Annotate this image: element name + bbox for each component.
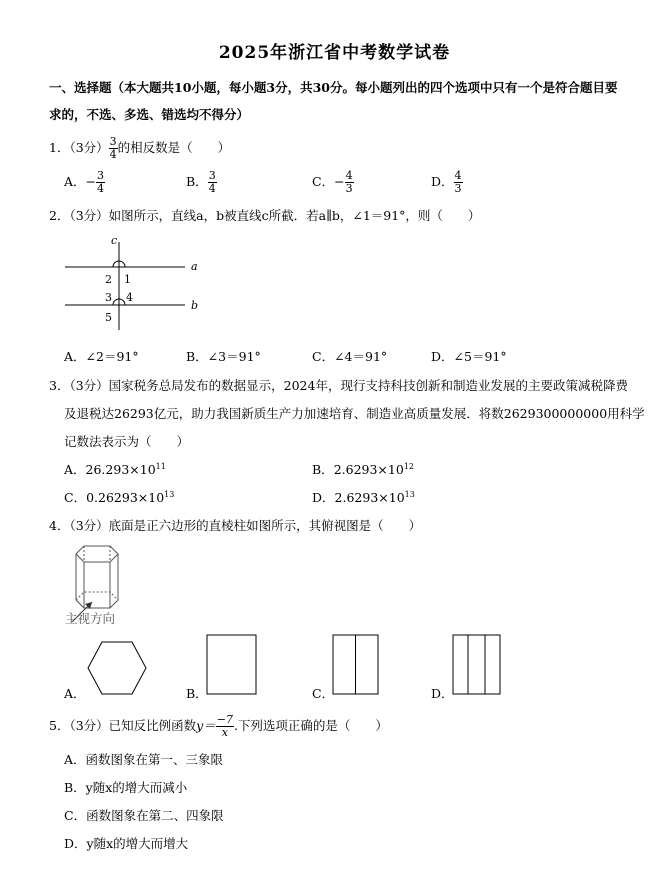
- question-4-stem: 4．（3分）底面是正六边形的直棱柱如图所示，其俯视图是（ ）: [49, 518, 422, 533]
- q1-option-c[interactable]: C．− $\frac{4}{3}$: [312, 169, 353, 195]
- q1-suffix: 的相反数是（ ）: [117, 140, 231, 155]
- question-3-stem-line1: 3．（3分）国家税务总局发布的数据显示，2024年，现行支持科技创新和制造业发展的主要政策减税降费: [49, 378, 628, 393]
- question-2-stem: 2．（3分）如图所示，直线a，b被直线c所截．若a∥b，∠1＝91°，则（ ）: [49, 208, 481, 223]
- q2-option-d[interactable]: D．∠5＝91°: [431, 349, 507, 364]
- q3-option-a[interactable]: A．$26.293\times 10^{11}$: [64, 461, 166, 477]
- q4-option-b-rectangle[interactable]: [206, 634, 258, 696]
- q4-option-c-rectangle-one-line[interactable]: [332, 634, 380, 696]
- q2-parallel-lines-figure: [60, 232, 210, 332]
- q2-option-b[interactable]: B．∠3＝91°: [186, 349, 261, 364]
- section-heading-line1: 一、选择题（本大题共10小题，每小题3分，共30分。每小题列出的四个选项中只有一个是符合题目要: [49, 80, 618, 95]
- angle-5-label: 5: [105, 311, 112, 324]
- line-c-label: c: [111, 234, 118, 247]
- section-heading-line2: 求的，不选、多选、错选均不得分）: [49, 107, 250, 122]
- question-1-stem: [49, 136, 230, 161]
- q1-option-b[interactable]: B． $\frac{3}{4}$: [186, 169, 216, 195]
- angle-2-label: 2: [105, 273, 112, 286]
- q1-fraction: $\frac{3}{4}$: [109, 135, 117, 161]
- q4-option-d-label[interactable]: D．: [431, 686, 454, 701]
- q2-option-a[interactable]: A．∠2＝91°: [64, 349, 139, 364]
- q1-option-d[interactable]: D． $\frac{4}{3}$: [431, 169, 462, 195]
- page-title: 2025年浙江省中考数学试卷: [218, 43, 451, 63]
- q4-option-c-label[interactable]: C．: [312, 686, 335, 701]
- q4-option-a-hexagon[interactable]: [86, 640, 148, 696]
- q1-prefix: 1．（3分）: [49, 140, 109, 155]
- line-a-label: a: [191, 260, 198, 273]
- angle-3-label: 3: [105, 291, 112, 304]
- question-3-stem-line2: 及退税达26293亿元，助力我国新质生产力加速培育、制造业高质量发展．将数2629300000000用科学: [64, 406, 645, 421]
- q1-option-a[interactable]: A．− $\frac{3}{4}$: [64, 169, 105, 195]
- q5-option-b[interactable]: B．y随x的增大而减小: [64, 780, 188, 795]
- q3-option-d[interactable]: D．$2.6293\times 10^{13}$: [312, 489, 415, 505]
- q4-option-d-rectangle-two-lines[interactable]: [452, 634, 502, 696]
- question-3-stem-line3: 记数法表示为（ ）: [64, 434, 190, 449]
- q5-option-d[interactable]: D．y随x的增大而增大: [64, 836, 189, 851]
- q2-option-c[interactable]: C．∠4＝91°: [312, 349, 388, 364]
- q4-option-b-label[interactable]: B．: [186, 686, 208, 701]
- q5-option-c[interactable]: C．函数图象在第二、四象限: [64, 808, 224, 823]
- q3-option-c[interactable]: C．$0.26293\times 10^{13}$: [64, 489, 175, 505]
- line-b-label: b: [191, 299, 199, 312]
- q4-view-direction-label: 主视方向: [65, 611, 116, 626]
- q5-option-a[interactable]: A．函数图象在第一、三象限: [64, 752, 224, 767]
- angle-1-label: 1: [124, 273, 131, 286]
- question-5-stem: 5．（3分）已知反比例函数y＝ $\frac{-7}{x}$ .下列选项正确的是（ ）: [49, 713, 388, 739]
- q4-option-a-label[interactable]: A．: [64, 686, 86, 701]
- angle-4-label: 4: [126, 291, 133, 304]
- q3-option-b[interactable]: B．$2.6293\times 10^{12}$: [312, 461, 414, 477]
